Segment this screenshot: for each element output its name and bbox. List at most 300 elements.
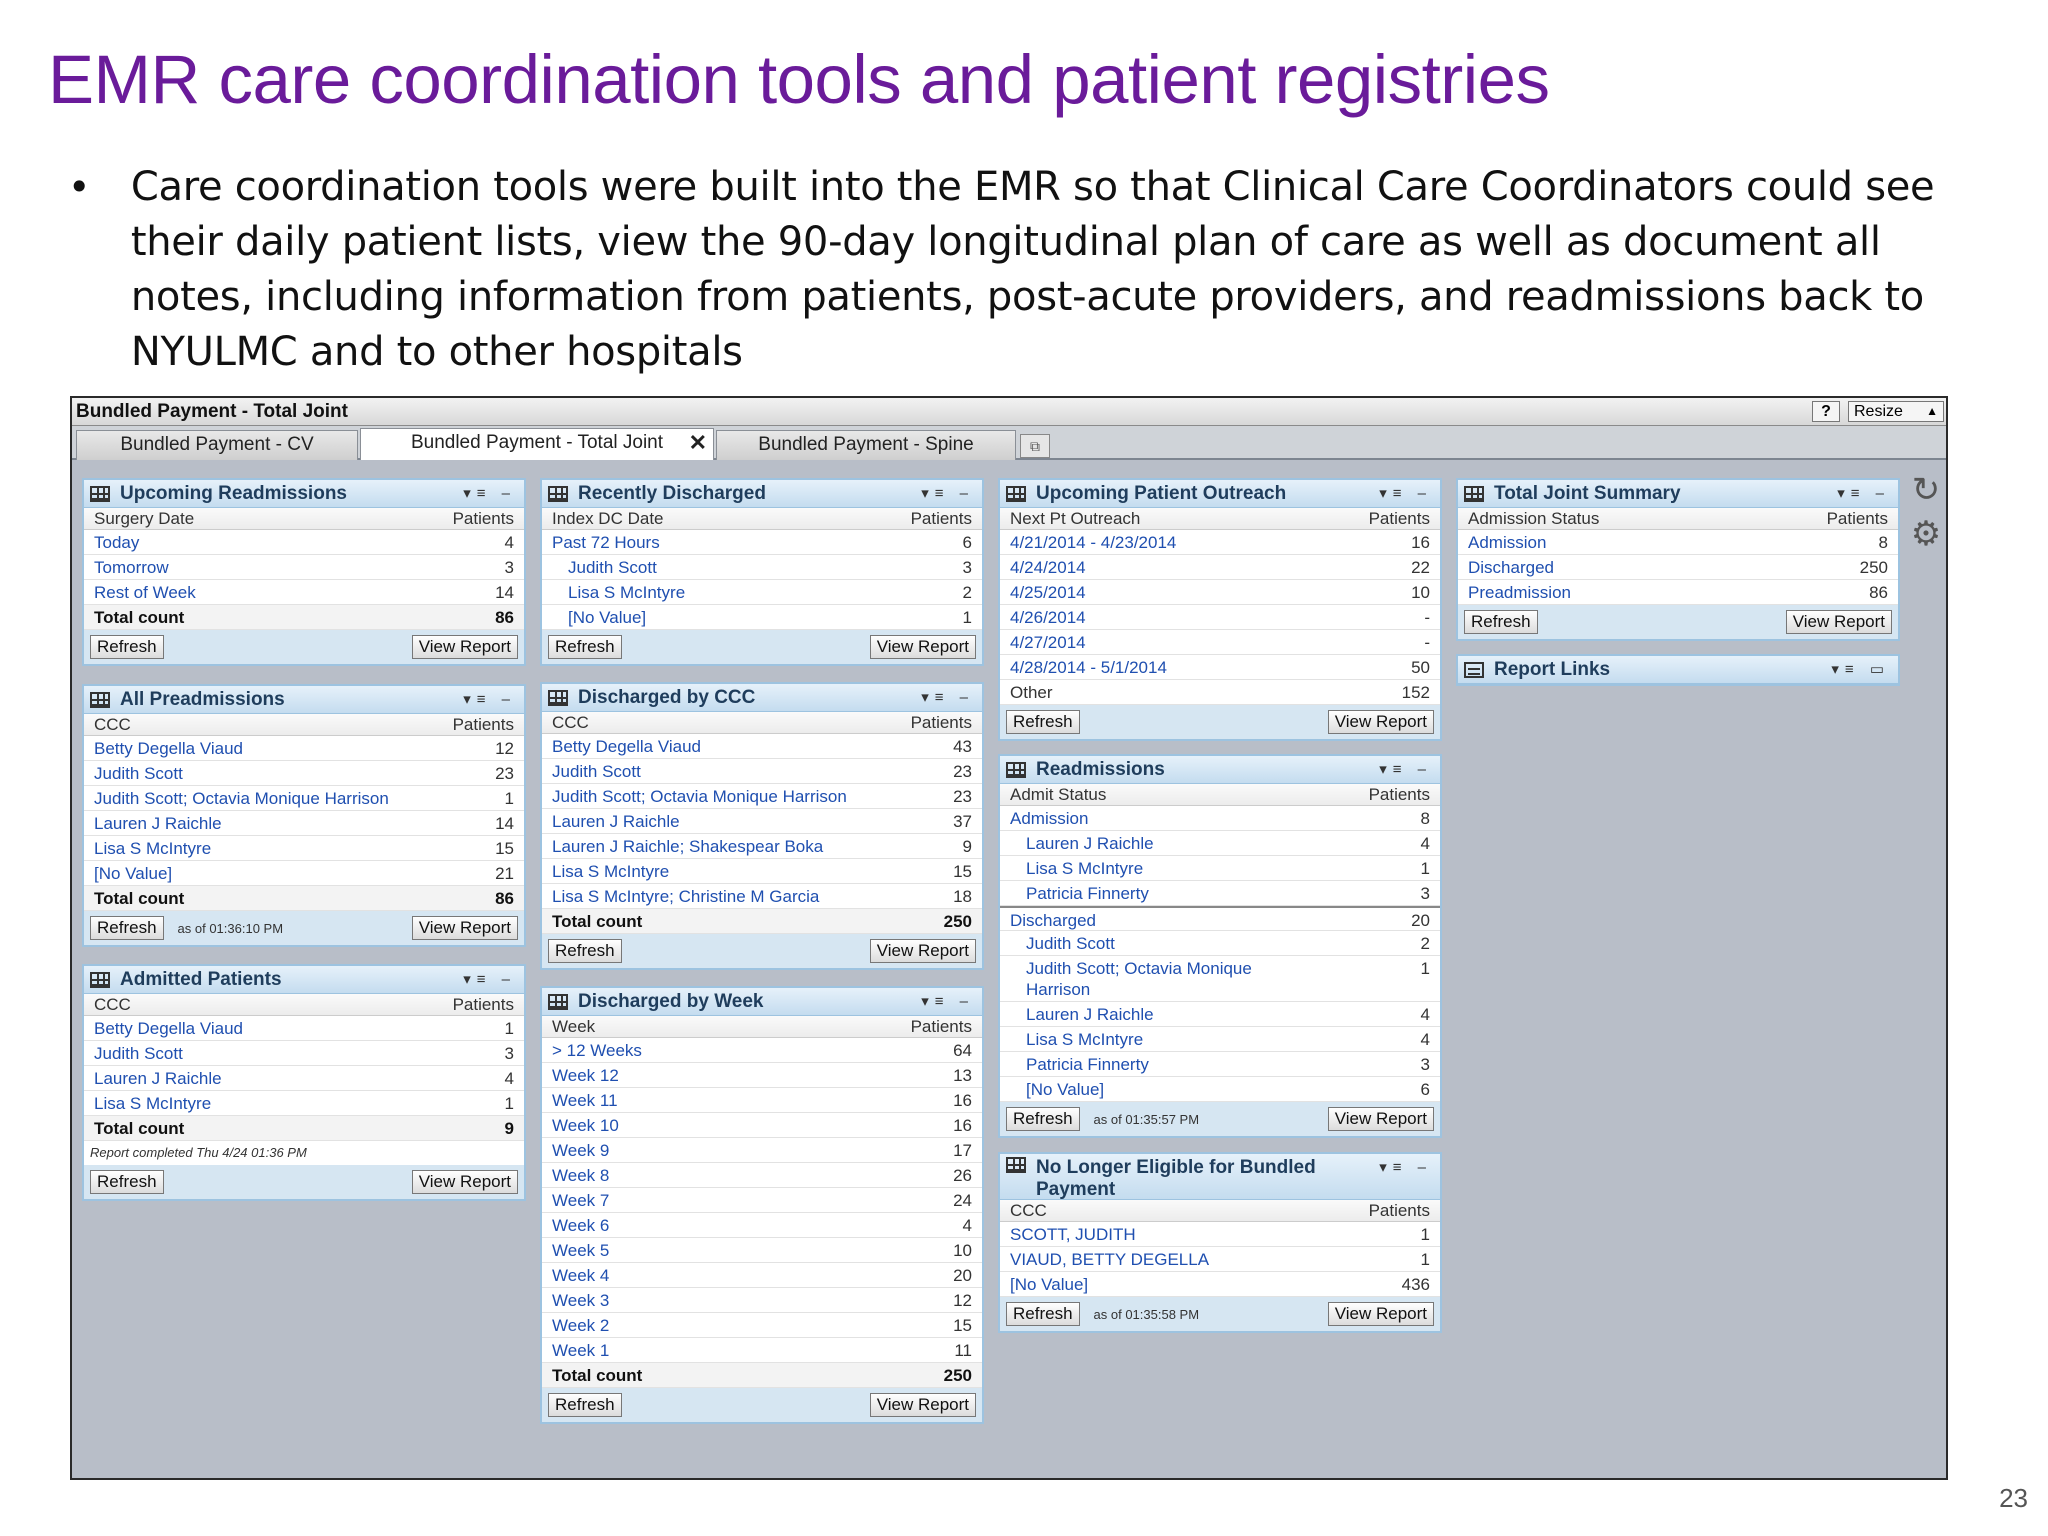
row-label[interactable]: [No Value] xyxy=(94,864,173,883)
table-row[interactable] xyxy=(84,580,524,605)
row-value: 14 xyxy=(495,814,514,833)
table-row[interactable] xyxy=(84,811,524,836)
table-row[interactable] xyxy=(84,786,524,811)
total-row xyxy=(542,1363,982,1388)
column-header xyxy=(84,714,524,736)
row-value: 9 xyxy=(962,837,972,856)
column-header-label[interactable]: Patients xyxy=(910,1017,972,1036)
view-report-button[interactable]: View Report xyxy=(870,635,976,659)
row-value: 16 xyxy=(953,1116,972,1135)
table-row[interactable] xyxy=(542,580,982,605)
row-label[interactable]: 4/21/2014 - 4/23/2014 xyxy=(1010,533,1177,552)
row-value: 23 xyxy=(495,764,514,783)
table-row[interactable] xyxy=(542,1163,982,1188)
column-header-label[interactable]: CCC xyxy=(94,995,131,1014)
row-label[interactable]: Week 5 xyxy=(552,1241,610,1260)
refresh-button[interactable]: Refresh xyxy=(1006,1302,1080,1326)
row-label[interactable]: Betty Degella Viaud xyxy=(94,1019,244,1038)
table-row[interactable] xyxy=(542,809,982,834)
widget-footer xyxy=(84,630,524,664)
row-label[interactable]: Lisa S McIntyre; Christine M Garcia xyxy=(552,887,820,906)
refresh-icon[interactable]: ↻ xyxy=(1911,471,1941,509)
view-report-button[interactable]: View Report xyxy=(1328,710,1434,734)
report-completed-note: Report completed Thu 4/24 01:36 PM xyxy=(90,1145,307,1160)
row-label[interactable]: [No Value] xyxy=(568,608,647,627)
row-value: 15 xyxy=(953,862,972,881)
view-report-button[interactable]: View Report xyxy=(1786,610,1892,634)
menu-minimize-controls[interactable]: ▾≡ – xyxy=(1379,761,1432,778)
tab-cv[interactable] xyxy=(76,430,358,460)
row-value: 152 xyxy=(1401,683,1430,702)
widget-title: No Longer Eligible for Bundled Payment xyxy=(1036,1157,1316,1200)
row-value: 1 xyxy=(1420,1225,1430,1244)
row-value: 11 xyxy=(954,1341,972,1360)
rows xyxy=(84,530,524,605)
row-label[interactable]: Lisa S McIntyre xyxy=(94,839,212,858)
row-label[interactable]: Lisa S McIntyre xyxy=(568,583,686,602)
row-value: 10 xyxy=(953,1241,972,1260)
grid-icon xyxy=(1464,486,1484,502)
view-report-button[interactable]: View Report xyxy=(870,1393,976,1417)
menu-minimize-controls[interactable]: ▾≡ – xyxy=(463,971,516,988)
row-label[interactable]: SCOTT, JUDITH xyxy=(1010,1225,1136,1244)
table-row[interactable] xyxy=(542,1113,982,1138)
widget-footer xyxy=(542,934,982,968)
resize-dropdown[interactable] xyxy=(1848,401,1944,422)
table-row[interactable] xyxy=(84,555,524,580)
column-header-label[interactable]: Patients xyxy=(452,995,514,1014)
table-row[interactable] xyxy=(542,1238,982,1263)
row-label[interactable]: 4/27/2014 xyxy=(1010,633,1086,652)
row-value: 3 xyxy=(962,558,972,577)
rows xyxy=(1458,530,1898,605)
column-header-label[interactable]: Admission Status xyxy=(1468,509,1600,528)
row-label[interactable]: Discharged xyxy=(1010,911,1096,930)
rows xyxy=(1000,530,1440,705)
table-row[interactable] xyxy=(1000,680,1440,705)
widget-header xyxy=(1000,1154,1440,1200)
row-value: 3 xyxy=(504,558,514,577)
table-row[interactable] xyxy=(542,530,982,555)
refresh-button[interactable]: Refresh xyxy=(90,916,164,940)
view-report-button[interactable]: View Report xyxy=(1328,1302,1434,1326)
refresh-button[interactable]: Refresh xyxy=(548,1393,622,1417)
row-label[interactable]: Judith Scott; Octavia Monique Harrison xyxy=(552,787,847,806)
tab-spine[interactable] xyxy=(716,430,1016,460)
menu-minimize-controls[interactable]: ▾≡ – xyxy=(1837,485,1890,502)
table-row[interactable] xyxy=(1000,580,1440,605)
row-value: 17 xyxy=(953,1141,972,1160)
row-label[interactable]: Lauren J Raichle xyxy=(552,812,680,831)
row-value: 1 xyxy=(1420,859,1430,878)
row-label[interactable]: Week 1 xyxy=(552,1341,610,1360)
emr-dashboard-screenshot xyxy=(70,396,1948,1480)
grid-icon xyxy=(90,692,110,708)
document-icon xyxy=(1464,662,1484,678)
row-value: 13 xyxy=(953,1066,972,1085)
table-row[interactable] xyxy=(542,884,982,909)
as-of-timestamp: as of 01:35:58 PM xyxy=(1093,1306,1200,1322)
row-value: 6 xyxy=(962,533,972,552)
row-value: 1 xyxy=(504,1019,514,1038)
row-label[interactable]: Patricia Finnerty xyxy=(1026,1055,1149,1074)
table-row[interactable] xyxy=(1000,856,1440,881)
widget-title: Upcoming Patient Outreach xyxy=(1036,482,1287,504)
tab-label: Bundled Payment - Spine xyxy=(758,434,974,455)
total-label: Total count xyxy=(94,889,185,908)
close-icon[interactable]: ✕ xyxy=(688,430,707,455)
menu-minimize-controls[interactable]: ▾≡ – xyxy=(463,485,516,502)
grid-icon xyxy=(90,972,110,988)
table-row[interactable] xyxy=(84,761,524,786)
row-value: 250 xyxy=(1859,558,1888,577)
refresh-button[interactable]: Refresh xyxy=(548,635,622,659)
table-row[interactable] xyxy=(1000,881,1440,906)
rows xyxy=(542,734,982,909)
row-value: 2 xyxy=(1420,934,1430,953)
row-label[interactable]: Lauren J Raichle; Shakespear Boka xyxy=(552,837,824,856)
refresh-button[interactable]: Refresh xyxy=(548,939,622,963)
column-header xyxy=(84,508,524,530)
row-value: 50 xyxy=(1411,658,1430,677)
row-label[interactable]: Judith Scott xyxy=(568,558,657,577)
column-header-label[interactable]: CCC xyxy=(94,715,131,734)
menu-restore-controls[interactable]: ▾≡ ▭ xyxy=(1831,661,1890,678)
row-value: 23 xyxy=(953,762,972,781)
row-value: 22 xyxy=(1411,558,1430,577)
widget-header xyxy=(84,966,524,994)
column-header xyxy=(1000,784,1440,806)
widget-readmissions xyxy=(998,754,1442,1138)
widget-footer xyxy=(1000,1297,1440,1331)
row-value: 26 xyxy=(953,1166,972,1185)
table-row[interactable] xyxy=(1000,831,1440,856)
row-value: 12 xyxy=(495,739,514,758)
refresh-button[interactable]: Refresh xyxy=(1464,610,1538,634)
row-label[interactable]: Admission xyxy=(1010,809,1089,828)
row-label[interactable]: Past 72 Hours xyxy=(552,533,660,552)
widget-upcoming-readmissions xyxy=(82,478,526,666)
bullet-item xyxy=(68,160,1968,380)
new-tab-icon[interactable]: ⧉ xyxy=(1020,434,1050,458)
row-label[interactable]: Lauren J Raichle xyxy=(1026,1005,1154,1024)
column-header-label[interactable]: Patients xyxy=(1826,509,1888,528)
column-header xyxy=(1000,508,1440,530)
refresh-button[interactable]: Refresh xyxy=(1006,1107,1080,1131)
rows xyxy=(542,530,982,630)
column-header-label[interactable]: Index DC Date xyxy=(552,509,664,528)
column-header-label[interactable]: Next Pt Outreach xyxy=(1010,509,1141,528)
row-label[interactable]: Week 4 xyxy=(552,1266,610,1285)
row-label[interactable]: Patricia Finnerty xyxy=(1026,884,1149,903)
row-value: 4 xyxy=(962,1216,972,1235)
row-value: 64 xyxy=(953,1041,972,1060)
row-value: 21 xyxy=(495,864,514,883)
widget-header xyxy=(84,686,524,714)
grid-icon xyxy=(1006,486,1026,502)
row-value: 15 xyxy=(953,1316,972,1335)
column-header xyxy=(542,1016,982,1038)
column-header xyxy=(84,994,524,1016)
row-label[interactable]: 4/24/2014 xyxy=(1010,558,1086,577)
table-row[interactable] xyxy=(84,1016,524,1041)
view-report-button[interactable]: View Report xyxy=(870,939,976,963)
widget-header xyxy=(1458,656,1898,684)
tab-label: Bundled Payment - CV xyxy=(120,434,314,455)
row-label[interactable]: Lisa S McIntyre xyxy=(1026,859,1144,878)
row-label[interactable]: VIAUD, BETTY DEGELLA xyxy=(1010,1250,1210,1269)
widget-header xyxy=(1000,480,1440,508)
table-row[interactable] xyxy=(1458,580,1898,605)
row-label[interactable]: Preadmission xyxy=(1468,583,1571,602)
table-row[interactable] xyxy=(1000,655,1440,680)
row-value: 3 xyxy=(504,1044,514,1063)
row-label[interactable]: Week 11 xyxy=(552,1091,618,1110)
menu-minimize-controls[interactable]: ▾≡ – xyxy=(921,485,974,502)
row-label[interactable]: Week 12 xyxy=(552,1066,619,1085)
column-header-label[interactable]: CCC xyxy=(1010,1201,1047,1220)
row-label[interactable]: [No Value] xyxy=(1026,1080,1105,1099)
table-row[interactable] xyxy=(84,530,524,555)
widget-header xyxy=(1458,480,1898,508)
row-value: 3 xyxy=(1420,884,1430,903)
row-label[interactable]: Lisa S McIntyre xyxy=(1026,1030,1144,1049)
row-label[interactable]: Discharged xyxy=(1468,558,1554,577)
row-value: 4 xyxy=(1420,1030,1430,1049)
row-label[interactable]: Week 10 xyxy=(552,1116,619,1135)
column-header-label[interactable]: Patients xyxy=(452,715,514,734)
table-row[interactable] xyxy=(542,784,982,809)
row-label[interactable]: 4/25/2014 xyxy=(1010,583,1086,602)
table-row[interactable] xyxy=(84,1066,524,1091)
row-label[interactable]: Week 9 xyxy=(552,1141,610,1160)
row-value: 1 xyxy=(504,1094,514,1113)
table-row[interactable] xyxy=(1000,530,1440,555)
row-label[interactable]: Rest of Week xyxy=(94,583,196,602)
table-row[interactable] xyxy=(542,1038,982,1063)
column-header-label[interactable]: Week xyxy=(552,1017,596,1036)
view-report-button[interactable]: View Report xyxy=(412,635,518,659)
row-value: 16 xyxy=(953,1091,972,1110)
row-label[interactable]: Other xyxy=(1010,683,1053,702)
row-label[interactable]: > 12 Weeks xyxy=(552,1041,642,1060)
total-label: Total count xyxy=(94,1119,185,1138)
row-label[interactable]: Lauren J Raichle xyxy=(1026,834,1154,853)
refresh-button[interactable]: Refresh xyxy=(90,1170,164,1194)
widget-upcoming-outreach xyxy=(998,478,1442,741)
row-value: 1 xyxy=(1420,1250,1430,1269)
total-label: Total count xyxy=(552,912,643,931)
table-row[interactable] xyxy=(542,1288,982,1313)
row-label[interactable]: Tomorrow xyxy=(94,558,169,577)
table-row[interactable] xyxy=(1458,530,1898,555)
table-row[interactable] xyxy=(542,1188,982,1213)
table-row[interactable] xyxy=(84,736,524,761)
menu-minimize-controls[interactable]: ▾≡ – xyxy=(921,689,974,706)
row-label[interactable]: 4/28/2014 - 5/1/2014 xyxy=(1010,658,1167,677)
table-row[interactable] xyxy=(1000,630,1440,655)
row-value: 14 xyxy=(495,583,514,602)
table-row[interactable] xyxy=(542,605,982,630)
table-row[interactable] xyxy=(542,1338,982,1363)
dashboard-titlebar xyxy=(72,398,1946,426)
row-value: 4 xyxy=(504,1069,514,1088)
table-row[interactable] xyxy=(542,1138,982,1163)
column-header-label[interactable]: Admit Status xyxy=(1010,785,1107,804)
row-value: 37 xyxy=(953,812,972,831)
row-value: 3 xyxy=(1420,1055,1430,1074)
widget-footer xyxy=(84,1165,524,1199)
table-row[interactable] xyxy=(542,1088,982,1113)
gear-icon[interactable]: ⚙ xyxy=(1910,515,1942,553)
widget-title: Discharged by Week xyxy=(578,990,764,1012)
table-row[interactable] xyxy=(1000,931,1440,956)
column-header-label[interactable]: Patients xyxy=(1368,509,1430,528)
menu-minimize-controls[interactable]: ▾≡ – xyxy=(1379,1159,1432,1176)
table-row[interactable] xyxy=(1000,1247,1440,1272)
table-row[interactable] xyxy=(1000,1272,1440,1297)
page-number: 23 xyxy=(1999,1483,2028,1513)
rows xyxy=(84,736,524,886)
row-label[interactable]: Judith Scott xyxy=(94,1044,183,1063)
row-label[interactable]: Judith Scott; Octavia Monique Harrison xyxy=(1026,959,1252,999)
row-value: 20 xyxy=(1411,911,1430,930)
column-header-label[interactable]: Patients xyxy=(910,713,972,732)
grid-icon xyxy=(548,690,568,706)
table-row[interactable] xyxy=(84,861,524,886)
table-row[interactable] xyxy=(542,759,982,784)
row-label[interactable]: Betty Degella Viaud xyxy=(94,739,244,758)
refresh-button[interactable]: Refresh xyxy=(90,635,164,659)
row-label[interactable]: Lauren J Raichle xyxy=(94,814,222,833)
slide-title: EMR care coordination tools and patient registries xyxy=(48,41,1550,118)
table-row[interactable] xyxy=(1000,806,1440,831)
total-row xyxy=(84,1116,524,1141)
widget-footer xyxy=(542,1388,982,1422)
table-row[interactable] xyxy=(1000,906,1440,931)
table-row[interactable] xyxy=(542,1063,982,1088)
row-value: 8 xyxy=(1878,533,1888,552)
menu-minimize-controls[interactable]: ▾≡ – xyxy=(463,691,516,708)
table-row[interactable] xyxy=(1000,1077,1440,1102)
help-button[interactable]: ? xyxy=(1812,401,1840,422)
column-header xyxy=(542,712,982,734)
row-label[interactable]: Admission xyxy=(1468,533,1547,552)
row-label[interactable]: Judith Scott xyxy=(94,764,183,783)
row-value: 18 xyxy=(953,887,972,906)
widget-header xyxy=(1000,756,1440,784)
table-row[interactable] xyxy=(1000,1002,1440,1027)
tab-total-joint[interactable] xyxy=(360,428,714,460)
table-row[interactable] xyxy=(542,859,982,884)
row-label[interactable]: Week 2 xyxy=(552,1316,610,1335)
row-label[interactable]: Week 6 xyxy=(552,1216,610,1235)
widget-title: Report Links xyxy=(1494,658,1611,680)
menu-minimize-controls[interactable]: ▾≡ – xyxy=(921,993,974,1010)
grid-icon xyxy=(548,486,568,502)
total-label: Total count xyxy=(552,1366,643,1385)
dashboard-title: Bundled Payment - Total Joint xyxy=(76,400,348,422)
table-row[interactable] xyxy=(1000,555,1440,580)
side-toolbar xyxy=(1908,468,1944,556)
widget-total-joint-summary xyxy=(1456,478,1900,641)
table-row[interactable] xyxy=(542,1313,982,1338)
row-label[interactable]: Judith Scott; Octavia Monique Harrison xyxy=(94,789,389,808)
column-header-label[interactable]: Patients xyxy=(1368,1201,1430,1220)
table-row[interactable] xyxy=(84,836,524,861)
row-label[interactable]: 4/26/2014 xyxy=(1010,608,1086,627)
row-label[interactable]: Lauren J Raichle xyxy=(94,1069,222,1088)
view-report-button[interactable]: View Report xyxy=(412,1170,518,1194)
grid-icon xyxy=(1006,1157,1026,1173)
column-header-label[interactable]: Surgery Date xyxy=(94,509,195,528)
table-row[interactable] xyxy=(1000,1052,1440,1077)
row-label[interactable]: Lisa S McIntyre xyxy=(552,862,670,881)
widget-title: Total Joint Summary xyxy=(1494,482,1681,504)
column-header-label[interactable]: Patients xyxy=(910,509,972,528)
table-row[interactable] xyxy=(1000,605,1440,630)
rows xyxy=(542,1038,982,1363)
table-row[interactable] xyxy=(542,834,982,859)
widget-title: Admitted Patients xyxy=(120,968,282,990)
total-value: 250 xyxy=(943,912,972,931)
menu-minimize-controls[interactable]: ▾≡ – xyxy=(1379,485,1432,502)
table-row[interactable] xyxy=(84,1041,524,1066)
row-label[interactable]: [No Value] xyxy=(1010,1275,1089,1294)
row-value: 12 xyxy=(953,1291,972,1310)
column-header xyxy=(542,508,982,530)
tab-label: Bundled Payment - Total Joint xyxy=(410,432,664,453)
row-label[interactable]: Lisa S McIntyre xyxy=(94,1094,212,1113)
table-row[interactable] xyxy=(542,1213,982,1238)
view-report-button[interactable]: View Report xyxy=(1328,1107,1434,1131)
total-row xyxy=(542,909,982,934)
table-row[interactable] xyxy=(1000,956,1440,1002)
row-label[interactable]: Today xyxy=(94,533,140,552)
table-row[interactable] xyxy=(542,734,982,759)
row-value: 436 xyxy=(1401,1275,1430,1294)
table-row[interactable] xyxy=(542,1263,982,1288)
bullet-text: Care coordination tools were built into the EMR so that Clinical Care Coordinators could see their daily patient lists, view the 90-day longitudinal plan of care as well as document all notes, including information from patients, post-acute providers, and readmissions back to NYULMC and to other hospitals xyxy=(130,164,1935,375)
table-row[interactable] xyxy=(542,555,982,580)
row-value: 1 xyxy=(962,608,972,627)
row-label[interactable]: Judith Scott xyxy=(1026,934,1115,953)
row-value: 4 xyxy=(1420,834,1430,853)
row-label[interactable]: Week 8 xyxy=(552,1166,610,1185)
row-label[interactable]: Betty Degella Viaud xyxy=(552,737,702,756)
table-row[interactable] xyxy=(1000,1027,1440,1052)
table-row[interactable] xyxy=(1458,555,1898,580)
refresh-button[interactable]: Refresh xyxy=(1006,710,1080,734)
rows xyxy=(1000,1222,1440,1297)
row-label[interactable]: Week 3 xyxy=(552,1291,610,1310)
column-header-label[interactable]: CCC xyxy=(552,713,589,732)
widget-title: Recently Discharged xyxy=(578,482,766,504)
widget-title: Readmissions xyxy=(1036,758,1165,780)
table-row[interactable] xyxy=(1000,1222,1440,1247)
row-value: 43 xyxy=(953,737,972,756)
grid-icon xyxy=(90,486,110,502)
table-row[interactable] xyxy=(84,1091,524,1116)
column-header-label[interactable]: Patients xyxy=(452,509,514,528)
row-label[interactable]: Judith Scott xyxy=(552,762,641,781)
column-header-label[interactable]: Patients xyxy=(1368,785,1430,804)
widget-title: Upcoming Readmissions xyxy=(120,482,347,504)
view-report-button[interactable]: View Report xyxy=(412,916,518,940)
row-label[interactable]: Week 7 xyxy=(552,1191,610,1210)
total-row xyxy=(84,886,524,911)
widget-footer xyxy=(1000,705,1440,739)
